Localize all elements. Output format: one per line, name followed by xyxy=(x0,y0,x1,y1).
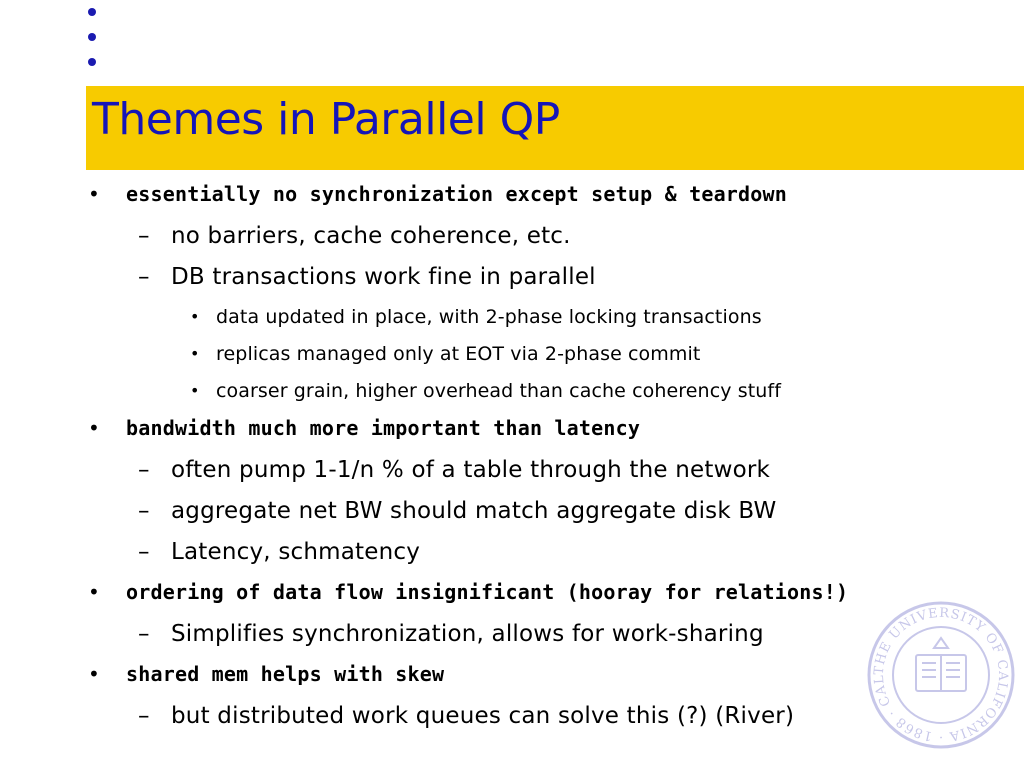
dash-marker: – xyxy=(138,457,150,483)
dash-marker: – xyxy=(138,539,150,565)
outline-item-text: but distributed work queues can solve this (?) (River) xyxy=(171,703,795,729)
outline-item xyxy=(0,451,1024,492)
slide-title: Themes in Parallel QP xyxy=(92,94,560,145)
outline-item xyxy=(0,492,1024,533)
dash-marker: – xyxy=(138,498,150,524)
bullet-marker: • xyxy=(88,580,100,604)
outline-item-text: replicas managed only at EOT via 2-phase commit xyxy=(216,343,701,365)
outline-item-text: data updated in place, with 2-phase locking transactions xyxy=(216,306,762,328)
outline-item-text: bandwidth much more important than latency xyxy=(126,416,641,440)
bullet-marker: • xyxy=(190,344,200,363)
outline-item xyxy=(0,373,1024,410)
outline-item-text: coarser grain, higher overhead than cache coherency stuff xyxy=(216,380,782,402)
dash-marker: – xyxy=(138,621,150,647)
dash-marker: – xyxy=(138,703,150,729)
decorative-dots xyxy=(88,8,100,83)
university-seal-logo xyxy=(866,600,1016,750)
outline-item xyxy=(0,299,1024,336)
bullet-marker: • xyxy=(88,416,100,440)
outline-item-text: often pump 1-1/n % of a table through the network xyxy=(171,457,771,483)
outline-item-text: no barriers, cache coherence, etc. xyxy=(171,223,571,249)
outline-item-text: essentially no synchronization except setup & teardown xyxy=(126,182,788,206)
outline-item xyxy=(0,336,1024,373)
decorative-dot xyxy=(88,33,96,41)
decorative-dot xyxy=(88,8,96,16)
outline-item xyxy=(0,410,1024,451)
title-band xyxy=(86,86,1024,170)
bullet-marker: • xyxy=(88,662,100,686)
outline-item-text: DB transactions work fine in parallel xyxy=(171,264,596,290)
seal-book-icon xyxy=(916,638,966,691)
bullet-marker: • xyxy=(88,182,100,206)
outline-item xyxy=(0,176,1024,217)
outline-item-text: aggregate net BW should match aggregate disk BW xyxy=(171,498,777,524)
bullet-marker: • xyxy=(190,307,200,326)
outline-item-text: ordering of data flow insignificant (hooray for relations!) xyxy=(126,580,849,604)
outline-item xyxy=(0,217,1024,258)
seal-text: THE UNIVERSITY OF CALIFORNIA · 1868 · CAL xyxy=(871,605,1011,745)
bullet-marker: • xyxy=(190,381,200,400)
outline-item-text: Simplifies synchronization, allows for work-sharing xyxy=(171,621,764,647)
outline-item xyxy=(0,533,1024,574)
outline-item-text: Latency, schmatency xyxy=(171,539,421,565)
outline-item-text: shared mem helps with skew xyxy=(126,662,445,686)
dash-marker: – xyxy=(138,264,150,290)
decorative-dot xyxy=(88,58,96,66)
dash-marker: – xyxy=(138,223,150,249)
outline-item xyxy=(0,258,1024,299)
